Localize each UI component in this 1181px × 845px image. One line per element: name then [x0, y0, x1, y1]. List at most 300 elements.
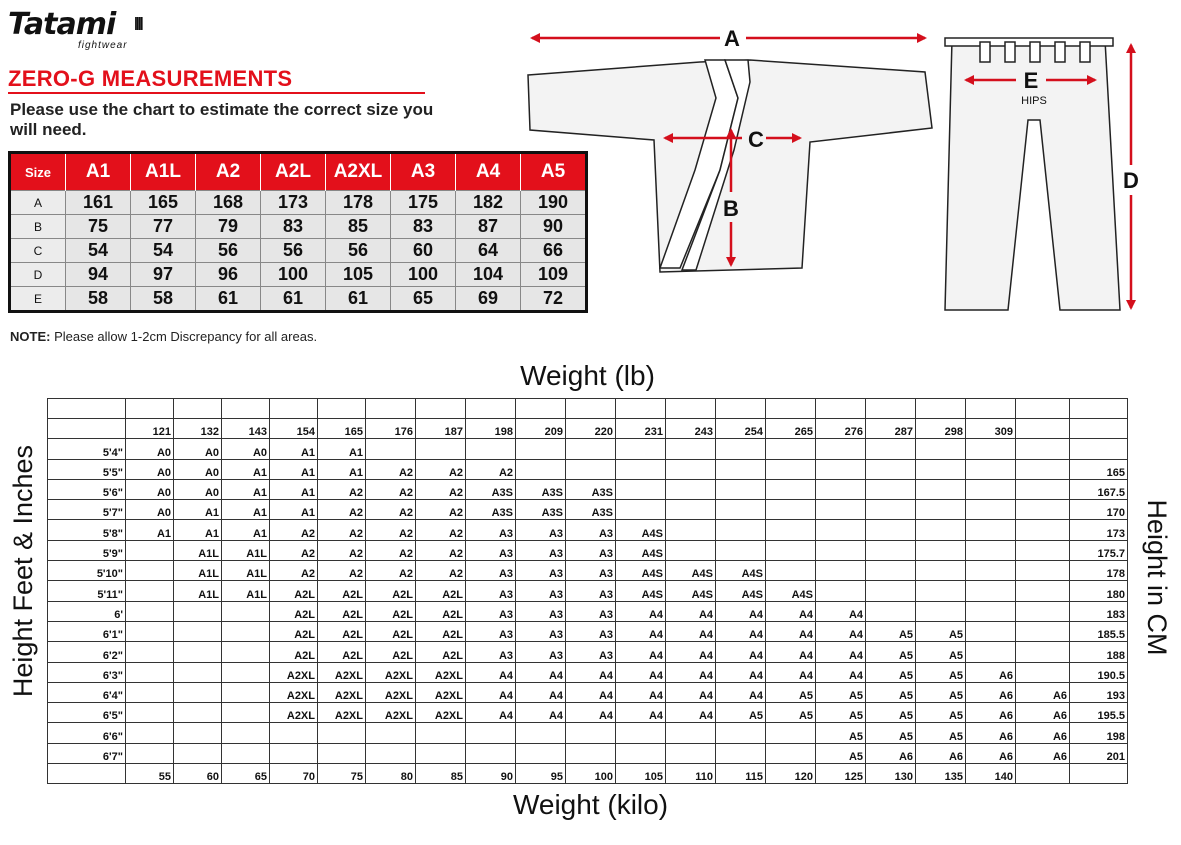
size-cell: A3	[566, 642, 616, 662]
size-cell	[126, 642, 174, 662]
size-cell	[222, 642, 270, 662]
size-value-cell: 104	[456, 263, 521, 287]
size-cell: A2L	[318, 601, 366, 621]
weight-kg-tick: 85	[416, 764, 466, 784]
chart-row	[48, 621, 1128, 641]
size-cell: A2XL	[366, 662, 416, 682]
size-value-cell: 66	[521, 239, 587, 263]
size-cell: A3	[566, 601, 616, 621]
size-cell	[916, 540, 966, 560]
size-cell	[466, 743, 516, 763]
size-cell: A3	[566, 581, 616, 601]
size-cell	[126, 540, 174, 560]
size-cell	[416, 723, 466, 743]
size-cell	[716, 459, 766, 479]
size-cell: A2	[416, 561, 466, 581]
size-cell	[666, 540, 716, 560]
size-row	[10, 263, 587, 287]
size-cell	[566, 459, 616, 479]
size-cell: A5	[916, 662, 966, 682]
size-cell: A2	[416, 540, 466, 560]
size-cell: A4	[666, 621, 716, 641]
size-cell: A3	[516, 642, 566, 662]
size-cell	[966, 439, 1016, 459]
size-cell: A5	[816, 703, 866, 723]
size-cell	[766, 561, 816, 581]
height-ft-label: 6'1"	[48, 621, 126, 641]
size-cell: A1L	[222, 561, 270, 581]
size-cell: A4	[666, 662, 716, 682]
size-cell: A5	[916, 723, 966, 743]
size-cell	[866, 459, 916, 479]
size-cell: A2XL	[318, 662, 366, 682]
chart-blank-cell	[966, 399, 1016, 419]
size-cell	[916, 439, 966, 459]
size-cell	[866, 601, 916, 621]
size-cell: A2	[366, 561, 416, 581]
weight-kg-tick: 110	[666, 764, 716, 784]
size-cell: A0	[126, 439, 174, 459]
chart-title-bottom: Weight (kilo)	[512, 789, 669, 820]
chart-row	[48, 520, 1128, 540]
size-cell: A1L	[222, 540, 270, 560]
size-cell: A3	[566, 561, 616, 581]
size-cell: A4	[466, 703, 516, 723]
size-cell: A2XL	[270, 703, 318, 723]
height-cm-label: 165	[1070, 459, 1128, 479]
chart-blank-cell	[48, 399, 126, 419]
chart-row	[48, 439, 1128, 459]
weight-lb-tick: 231	[616, 419, 666, 439]
size-value-cell: 61	[326, 287, 391, 312]
size-cell: A2	[270, 520, 318, 540]
size-header-cell: A5	[521, 153, 587, 191]
size-cell: A3	[466, 520, 516, 540]
size-cell	[616, 723, 666, 743]
chart-row	[48, 540, 1128, 560]
size-cell	[766, 723, 816, 743]
size-cell	[516, 459, 566, 479]
size-cell	[716, 723, 766, 743]
size-cell: A3	[566, 540, 616, 560]
size-cell	[916, 459, 966, 479]
size-cell	[666, 520, 716, 540]
size-cell: A4S	[616, 520, 666, 540]
size-cell: A4	[816, 642, 866, 662]
size-cell	[666, 479, 716, 499]
height-cm-label: 180	[1070, 581, 1128, 601]
size-cell	[716, 500, 766, 520]
size-cell: A5	[916, 682, 966, 702]
size-cell: A4	[616, 662, 666, 682]
size-cell: A2	[318, 500, 366, 520]
size-cell: A3	[466, 581, 516, 601]
size-cell: A6	[966, 723, 1016, 743]
weight-kg-tick: 100	[566, 764, 616, 784]
chart-blank-cell	[816, 399, 866, 419]
size-cell: A5	[916, 642, 966, 662]
size-cell	[966, 479, 1016, 499]
size-cell: A2L	[416, 642, 466, 662]
size-value-cell: 100	[391, 263, 456, 287]
size-cell	[174, 662, 222, 682]
brand-bars: ||||	[134, 14, 142, 30]
size-cell: A4	[616, 642, 666, 662]
size-cell: A5	[816, 682, 866, 702]
size-value-cell: 75	[66, 215, 131, 239]
size-cell: A2	[416, 500, 466, 520]
height-ft-label: 6'4"	[48, 682, 126, 702]
size-value-cell: 94	[66, 263, 131, 287]
size-cell: A1	[174, 500, 222, 520]
size-cell	[616, 479, 666, 499]
size-cell: A6	[1016, 723, 1070, 743]
size-cell	[366, 439, 416, 459]
size-cell: A2L	[270, 601, 318, 621]
size-cell	[126, 723, 174, 743]
size-cell: A2L	[416, 601, 466, 621]
size-cell: A4	[616, 703, 666, 723]
size-cell	[866, 439, 916, 459]
size-row-label: A	[10, 191, 66, 215]
height-ft-label: 5'4"	[48, 439, 126, 459]
size-value-cell: 54	[66, 239, 131, 263]
label-a: A	[724, 26, 740, 51]
size-cell	[816, 520, 866, 540]
height-cm-label: 173	[1070, 520, 1128, 540]
size-cell: A1	[270, 500, 318, 520]
size-cell	[126, 561, 174, 581]
size-cell	[716, 479, 766, 499]
height-ft-label: 6'3"	[48, 662, 126, 682]
chart-corner-cell	[48, 764, 126, 784]
chart-blank-cell	[516, 399, 566, 419]
size-cell: A3	[516, 520, 566, 540]
size-cell: A4	[666, 601, 716, 621]
size-cell: A4S	[666, 581, 716, 601]
chart-row	[48, 662, 1128, 682]
weight-lb-tick: 287	[866, 419, 916, 439]
size-cell	[866, 520, 916, 540]
size-cell: A4	[516, 682, 566, 702]
chart-blank-cell	[174, 399, 222, 419]
chart-blank-cell	[366, 399, 416, 419]
height-ft-label: 5'11"	[48, 581, 126, 601]
size-cell: A6	[916, 743, 966, 763]
size-cell	[516, 743, 566, 763]
size-table-header	[10, 153, 587, 191]
size-value-cell: 58	[131, 287, 196, 312]
size-value-cell: 100	[261, 263, 326, 287]
label-d: D	[1123, 168, 1139, 193]
label-hips: HIPS	[1021, 95, 1047, 107]
size-value-cell: 56	[261, 239, 326, 263]
heading-rule	[8, 92, 425, 94]
height-cm-label: 178	[1070, 561, 1128, 581]
size-cell: A2	[318, 561, 366, 581]
size-header-cell: A1	[66, 153, 131, 191]
size-cell	[916, 601, 966, 621]
size-cell: A2XL	[366, 703, 416, 723]
chart-row	[48, 682, 1128, 702]
size-cell	[222, 662, 270, 682]
size-cell: A2L	[270, 642, 318, 662]
size-cell: A4S	[766, 581, 816, 601]
size-cell	[716, 743, 766, 763]
size-cell: A1	[318, 459, 366, 479]
brand-wordmark: Tatami	[8, 7, 116, 42]
brand-logo	[8, 7, 158, 52]
size-value-cell: 190	[521, 191, 587, 215]
size-cell: A2L	[366, 601, 416, 621]
size-value-cell: 85	[326, 215, 391, 239]
size-cell: A1	[270, 439, 318, 459]
size-cell: A4	[716, 662, 766, 682]
size-cell: A5	[816, 723, 866, 743]
size-cell: A2	[366, 459, 416, 479]
size-cell	[126, 682, 174, 702]
size-cell	[366, 743, 416, 763]
size-header-cell: A3	[391, 153, 456, 191]
size-cell: A2XL	[318, 703, 366, 723]
size-cell: A6	[1016, 682, 1070, 702]
size-cell: A1	[222, 479, 270, 499]
size-cell	[516, 439, 566, 459]
weight-kg-tick: 135	[916, 764, 966, 784]
size-cell: A2	[318, 520, 366, 540]
size-value-cell: 65	[391, 287, 456, 312]
size-cell: A2	[416, 479, 466, 499]
page-title: ZERO-G MEASUREMENTS	[8, 66, 293, 91]
size-value-cell: 83	[261, 215, 326, 239]
weight-lb-tick: 298	[916, 419, 966, 439]
size-cell: A2	[416, 520, 466, 540]
height-ft-label: 6'6"	[48, 723, 126, 743]
size-cell	[270, 723, 318, 743]
size-cell	[1016, 520, 1070, 540]
chart-title-top: Weight (lb)	[520, 360, 655, 391]
weight-kg-tick	[1016, 764, 1070, 784]
size-cell: A5	[866, 723, 916, 743]
size-cell	[126, 621, 174, 641]
size-cell: A4	[466, 682, 516, 702]
size-cell: A0	[174, 439, 222, 459]
size-cell	[174, 723, 222, 743]
chart-row	[48, 500, 1128, 520]
chart-blank-cell	[716, 399, 766, 419]
size-cell	[866, 561, 916, 581]
size-cell: A1	[126, 520, 174, 540]
size-cell	[816, 581, 866, 601]
size-cell: A5	[866, 682, 916, 702]
weight-kg-tick: 60	[174, 764, 222, 784]
label-b: B	[723, 196, 739, 221]
size-cell: A6	[1016, 743, 1070, 763]
weight-kg-tick: 130	[866, 764, 916, 784]
size-row-label: B	[10, 215, 66, 239]
weight-lb-tick: 254	[716, 419, 766, 439]
size-cell: A4	[666, 703, 716, 723]
note-text: Please allow 1-2cm Discrepancy for all areas.	[50, 329, 318, 344]
size-value-cell: 69	[456, 287, 521, 312]
weight-lb-tick: 265	[766, 419, 816, 439]
size-cell	[966, 500, 1016, 520]
label-c: C	[748, 127, 764, 152]
size-header-cell: A4	[456, 153, 521, 191]
size-cell	[766, 500, 816, 520]
size-cell	[666, 439, 716, 459]
height-cm-label: 195.5	[1070, 703, 1128, 723]
size-cell	[816, 439, 866, 459]
chart-blank-cell	[616, 399, 666, 419]
weight-lb-tick: 121	[126, 419, 174, 439]
size-value-cell: 83	[391, 215, 456, 239]
size-header-label: Size	[10, 153, 66, 191]
size-cell: A4S	[716, 561, 766, 581]
size-cell	[666, 743, 716, 763]
size-cell	[716, 439, 766, 459]
size-value-cell: 60	[391, 239, 456, 263]
size-cell: A4	[516, 662, 566, 682]
size-cell	[126, 703, 174, 723]
size-cell: A2	[318, 540, 366, 560]
size-cell: A3	[516, 561, 566, 581]
size-cell	[1016, 439, 1070, 459]
size-cell: A1L	[222, 581, 270, 601]
size-cell	[616, 439, 666, 459]
size-cell: A3	[516, 581, 566, 601]
size-cell	[966, 520, 1016, 540]
size-cell: A4	[616, 601, 666, 621]
size-value-cell: 58	[66, 287, 131, 312]
chart-row	[48, 581, 1128, 601]
size-value-cell: 90	[521, 215, 587, 239]
size-cell	[666, 500, 716, 520]
size-cell: A2L	[318, 642, 366, 662]
size-cell	[766, 459, 816, 479]
size-cell: A2L	[366, 642, 416, 662]
size-cell	[466, 723, 516, 743]
size-cell: A0	[126, 479, 174, 499]
size-cell	[318, 743, 366, 763]
size-value-cell: 61	[196, 287, 261, 312]
size-cell: A6	[966, 662, 1016, 682]
size-value-cell: 87	[456, 215, 521, 239]
size-cell: A0	[222, 439, 270, 459]
size-value-cell: 72	[521, 287, 587, 312]
size-cell: A4	[616, 682, 666, 702]
size-value-cell: 161	[66, 191, 131, 215]
size-cell: A4S	[716, 581, 766, 601]
height-cm-label: 167.5	[1070, 479, 1128, 499]
height-cm-label: 175.7	[1070, 540, 1128, 560]
size-cell: A5	[866, 642, 916, 662]
size-row-label: C	[10, 239, 66, 263]
size-cell: A2L	[270, 581, 318, 601]
size-value-cell: 173	[261, 191, 326, 215]
size-cell	[966, 459, 1016, 479]
size-cell	[666, 723, 716, 743]
size-cell: A3	[566, 621, 616, 641]
chart-row	[48, 561, 1128, 581]
size-cell	[222, 723, 270, 743]
size-cell: A4	[516, 703, 566, 723]
size-cell: A4	[566, 662, 616, 682]
size-cell: A2	[416, 459, 466, 479]
size-cell	[966, 642, 1016, 662]
chart-blank-cell	[222, 399, 270, 419]
size-header-cell: A1L	[131, 153, 196, 191]
chart-blank-cell	[766, 399, 816, 419]
weight-kg-tick: 90	[466, 764, 516, 784]
size-cell	[126, 662, 174, 682]
size-cell	[916, 479, 966, 499]
size-cell	[174, 621, 222, 641]
size-cell: A3S	[516, 500, 566, 520]
size-value-cell: 96	[196, 263, 261, 287]
weight-lb-tick: 165	[318, 419, 366, 439]
chart-blank-cell	[1070, 399, 1128, 419]
chart-top-row	[48, 399, 1128, 419]
size-cell: A4	[816, 601, 866, 621]
height-ft-label: 5'5"	[48, 459, 126, 479]
size-cell	[866, 479, 916, 499]
size-row	[10, 215, 587, 239]
size-cell: A2	[366, 520, 416, 540]
height-cm-label: 190.5	[1070, 662, 1128, 682]
size-cell: A3	[516, 540, 566, 560]
size-cell: A4	[816, 662, 866, 682]
brand-sub: fightwear	[78, 40, 128, 51]
size-cell: A2	[270, 540, 318, 560]
size-cell: A1	[270, 459, 318, 479]
size-value-cell: 77	[131, 215, 196, 239]
size-cell	[222, 601, 270, 621]
size-cell	[816, 540, 866, 560]
size-cell: A4	[716, 621, 766, 641]
weight-kg-tick: 95	[516, 764, 566, 784]
size-cell: A4	[466, 662, 516, 682]
chart-blank-cell	[1016, 399, 1070, 419]
size-cell: A1	[174, 520, 222, 540]
size-cell	[1016, 459, 1070, 479]
size-cell: A2XL	[270, 662, 318, 682]
chart-row	[48, 703, 1128, 723]
chart-row	[48, 601, 1128, 621]
size-cell	[966, 540, 1016, 560]
size-cell: A6	[966, 703, 1016, 723]
size-value-cell: 182	[456, 191, 521, 215]
size-cell: A2	[366, 540, 416, 560]
size-value-cell: 109	[521, 263, 587, 287]
chart-blank-cell	[126, 399, 174, 419]
height-cm-label: 188	[1070, 642, 1128, 662]
size-cell	[816, 561, 866, 581]
weight-kg-tick: 105	[616, 764, 666, 784]
size-cell: A1	[318, 439, 366, 459]
size-cell: A6	[966, 682, 1016, 702]
size-cell	[416, 743, 466, 763]
weight-lb-tick: 198	[466, 419, 516, 439]
weight-lb-tick: 309	[966, 419, 1016, 439]
size-cell: A4	[766, 642, 816, 662]
size-cell: A2	[366, 479, 416, 499]
size-value-cell: 54	[131, 239, 196, 263]
size-cell: A5	[716, 703, 766, 723]
height-ft-label: 6'5"	[48, 703, 126, 723]
size-cell	[866, 581, 916, 601]
size-cell	[966, 601, 1016, 621]
